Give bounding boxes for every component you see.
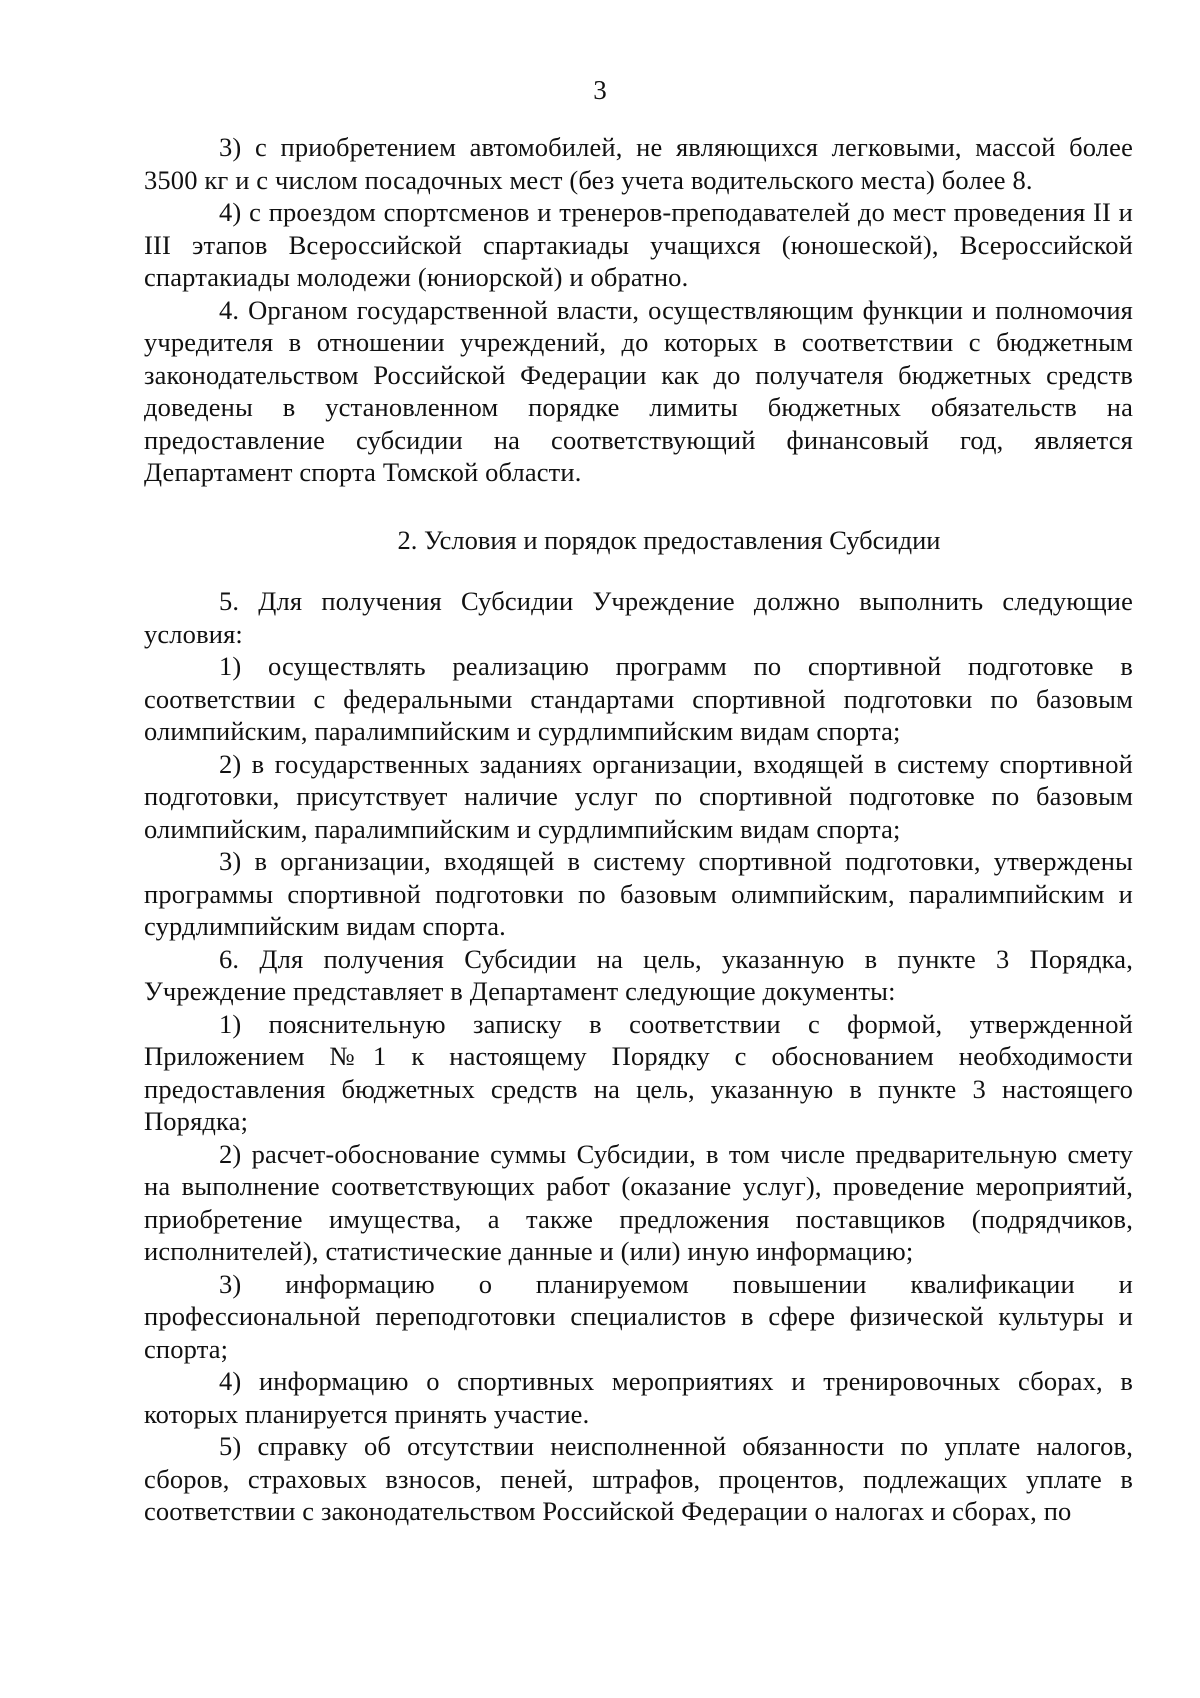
page-number: 3: [593, 75, 607, 105]
section-heading: 2. Условия и порядок предоставления Субсидии: [397, 525, 941, 555]
paragraph-document-4: 4) информацию о спортивных мероприятиях и тренировочных сборах, в которых планируется принять участие.: [144, 1366, 1133, 1429]
paragraph-document-1: 1) пояснительную записку в соответствии с формой, утвержденной Приложением №1 к настоящему Порядку с обоснованием необходимости предоставления бюджетных средств на цель, указанную в пункте 3 настоящего Порядка;: [144, 1008, 1133, 1136]
paragraph-item-4-travel: 4) с проездом спортсменов и тренеров-преподавателей до мест проведения II и III этапов Всероссийской спартакиады учащихся (юношеской), Всероссийской спартакиады молодежи (юниорской) и обратно.: [144, 197, 1133, 292]
paragraph-document-5: 5) справку об отсутствии неисполненной обязанности по уплате налогов, сборов, страховых взносов, пеней, штрафов, процентов, подлежащих уплате в соответствии с законодательством Российской Федерации о налогах и сборах, по: [144, 1431, 1133, 1526]
paragraph-condition-3: 3) в организации, входящей в систему спортивной подготовки, утверждены программы спортивной подготовки по базовым олимпийским, паралимпийским и сурдлимпийским видам спорта.: [144, 846, 1133, 941]
paragraph-clause-4-authority: 4. Органом государственной власти, осуществляющим функции и полномочия учредителя в отношении учреждений, до которых в соответствии с бюджетным законодательством Российской Федерации как до получателя бюджетных средств доведены в установленном порядке лимиты бюджетных обязательств на предоставление субсидии на соответствующий финансовый год, является Департамент спорта Томской области.: [144, 294, 1133, 487]
paragraph-item-3-vehicles: 3) с приобретением автомобилей, не являющихся легковыми, массой более 3500 кг и с числом посадочных мест (без учета водительского места) более 8.: [144, 132, 1133, 195]
paragraph-condition-1: 1) осуществлять реализацию программ по спортивной подготовке в соответствии с федеральными стандартами спортивной подготовки по базовым олимпийским, паралимпийским и сурдлимпийским видам спорта;: [144, 651, 1133, 746]
paragraph-clause-5-conditions: 5. Для получения Субсидии Учреждение должно выполнить следующие условия:: [144, 586, 1133, 649]
paragraph-document-3: 3) информацию о планируемом повышении квалификации и профессиональной переподготовки специалистов в сфере физической культуры и спорта;: [144, 1268, 1133, 1364]
paragraph-clause-6-documents: 6. Для получения Субсидии на цель, указанную в пункте 3 Порядка, Учреждение представляет в Департамент следующие документы:: [144, 943, 1133, 1006]
paragraph-document-2: 2) расчет-обоснование суммы Субсидии, в том числе предварительную смету на выполнение соответствующих работ (оказание услуг), проведение мероприятий, приобретение имущества, а также предложения поставщиков (подрядчиков, исполнителей), статистические данные и (или) иную информацию;: [144, 1138, 1133, 1266]
text-block-bottom: [144, 585, 1133, 1528]
paragraph-condition-2: 2) в государственных заданиях организации, входящей в систему спортивной подготовки, присутствует наличие услуг по спортивной подготовке по базовым олимпийским, паралимпийским и сурдлимпийским видам спорта;: [144, 748, 1133, 844]
text-block-top: [144, 131, 1133, 489]
